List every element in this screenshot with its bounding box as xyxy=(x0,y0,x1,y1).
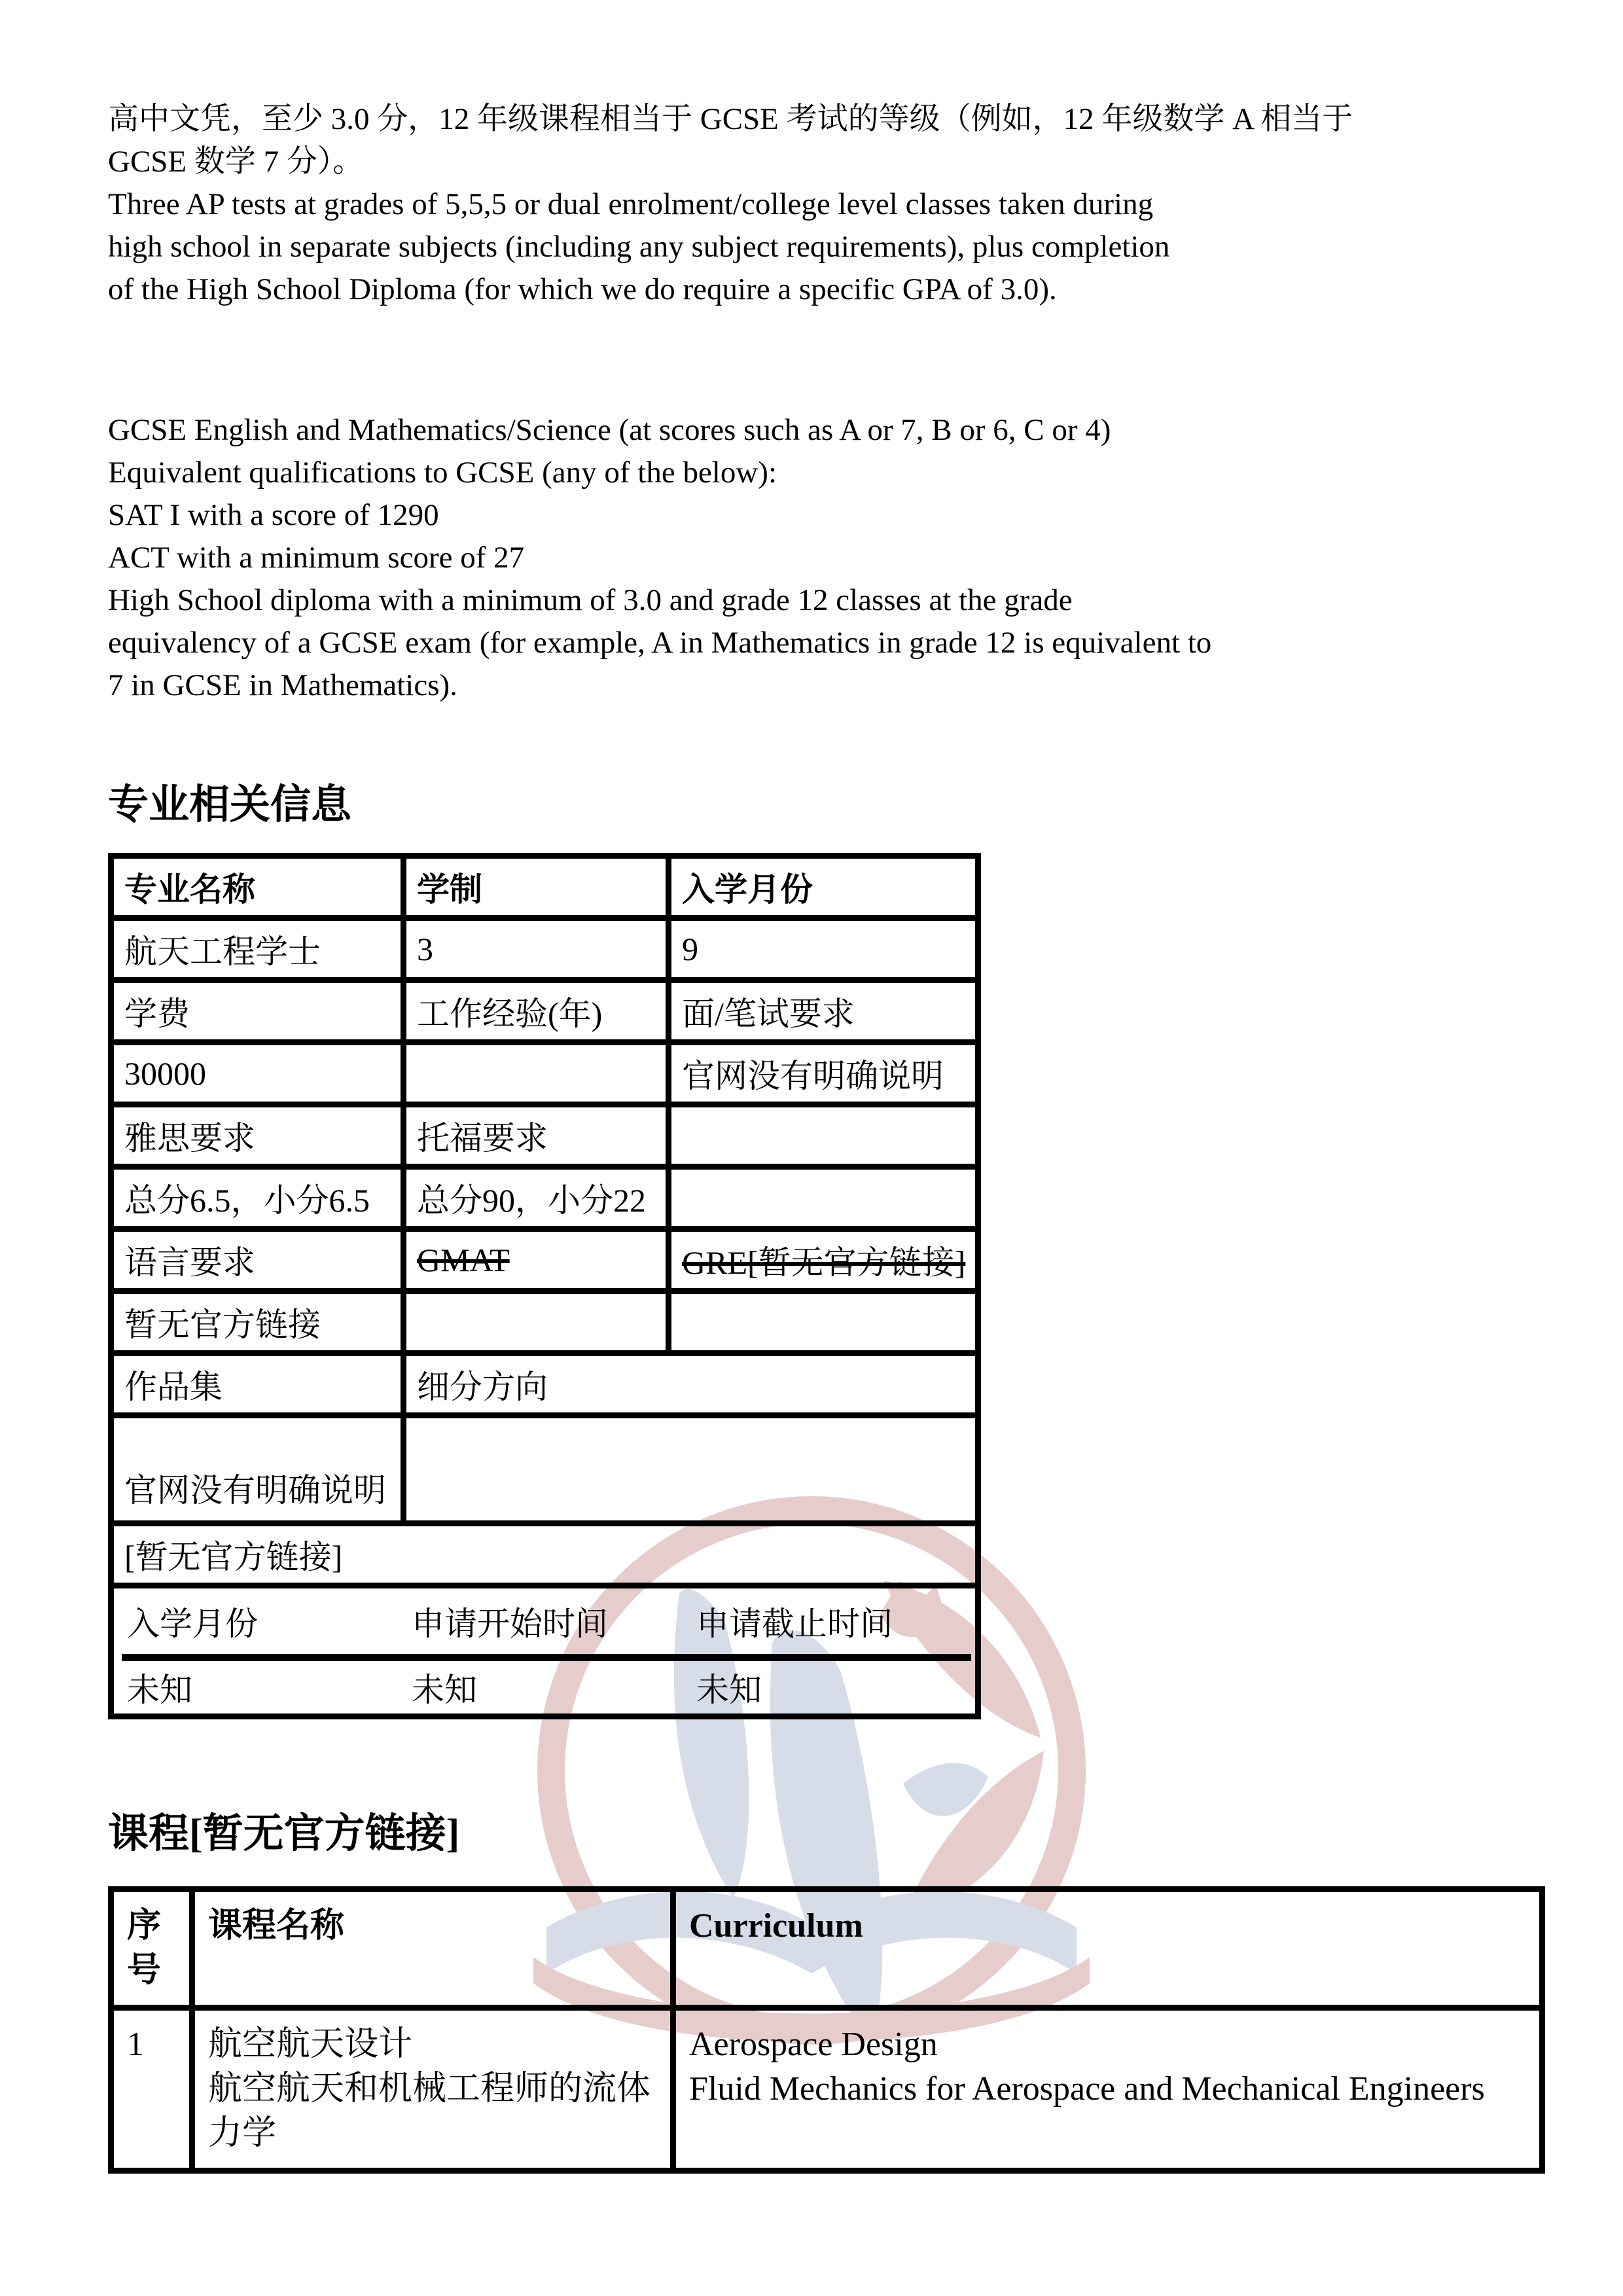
paragraph-line: High School diploma with a minimum of 3.0 and grade 12 classes at the grade xyxy=(108,583,1073,617)
cell-course-index-header: 序号 xyxy=(111,1890,192,2008)
cell-apply-deadline-label: 申请截止时间 xyxy=(696,1605,893,1642)
table-row xyxy=(111,1416,978,1524)
table-row xyxy=(111,1354,978,1416)
paragraph-line: GCSE 数学 7 分）。 xyxy=(108,145,364,179)
cell-ielts-label: 雅思要求 xyxy=(111,1105,404,1167)
major-info-table xyxy=(108,853,981,1719)
cell-specialization-label: 细分方向 xyxy=(404,1354,978,1416)
cell-apply-deadline-unknown: 未知 xyxy=(696,1672,762,1708)
cell-empty xyxy=(669,1291,978,1354)
cell-language-req-label: 语言要求 xyxy=(111,1229,404,1291)
cell-toefl-label: 托福要求 xyxy=(404,1105,669,1167)
cell-interview-exam-label: 面/笔试要求 xyxy=(669,980,978,1043)
cell-work-experience-label: 工作经验(年) xyxy=(404,980,669,1043)
course-name-en-line: Fluid Mechanics for Aerospace and Mechanical Engineers xyxy=(689,2070,1485,2108)
cell-duration-header: 学制 xyxy=(404,856,669,918)
cell-intake-month-value: 9 xyxy=(669,918,978,980)
cell-apply-start-label: 申请开始时间 xyxy=(412,1605,608,1642)
intro-paragraph-2 xyxy=(108,409,1515,707)
paragraph-line: ACT with a minimum score of 27 xyxy=(108,541,525,575)
cell-apply-start-unknown: 未知 xyxy=(412,1672,477,1708)
course-name-cn-line: 航空航天设计 xyxy=(208,2026,413,2063)
paragraph-line: Three AP tests at grades of 5,5,5 or dual enrolment/college level classes taken during xyxy=(108,187,1154,221)
cell-empty xyxy=(404,1291,669,1354)
table-row xyxy=(111,1229,978,1291)
table-row xyxy=(111,1524,978,1586)
paragraph-line: Equivalent qualifications to GCSE (any of the below): xyxy=(108,456,777,490)
cell-gre-strikethrough: GRE[暂无官方链接] xyxy=(669,1229,978,1291)
cell-portfolio-value: 官网没有明确说明 xyxy=(111,1416,404,1524)
cell-tuition-value: 30000 xyxy=(111,1043,404,1105)
paragraph-line: equivalency of a GCSE exam (for example, A in Mathematics in grade 12 is equivalent to xyxy=(108,626,1212,660)
table-row xyxy=(111,918,978,980)
cell-toefl-score: 总分90，小分22 xyxy=(404,1167,669,1229)
cell-empty xyxy=(404,1416,978,1524)
cell-intake-month-label: 入学月份 xyxy=(127,1605,258,1642)
table-row xyxy=(111,1043,978,1105)
paragraph-line: GCSE English and Mathematics/Science (at scores such as A or 7, B or 6, C or 4) xyxy=(108,413,1111,447)
cell-empty xyxy=(669,1105,978,1167)
course-name-en-line: Aerospace Design xyxy=(689,2026,938,2063)
cell-major-name-header: 专业名称 xyxy=(111,856,404,918)
table-row xyxy=(111,2008,1543,2171)
course-heading: 课程[暂无官方链接] xyxy=(108,1812,460,1856)
intro-paragraph-1 xyxy=(108,98,1515,311)
cell-work-experience-value xyxy=(404,1043,669,1105)
cell-interview-exam-value: 官网没有明确说明 xyxy=(669,1043,978,1105)
table-row xyxy=(111,980,978,1043)
cell-empty xyxy=(669,1167,978,1229)
cell-application-schedule xyxy=(111,1586,978,1717)
cell-tuition-label: 学费 xyxy=(111,980,404,1043)
cell-ielts-score: 总分6.5，小分6.5 xyxy=(111,1167,404,1229)
paragraph-line: SAT I with a score of 1290 xyxy=(108,498,439,532)
cell-gmat-strikethrough: GMAT xyxy=(404,1229,669,1291)
application-schedule-header-row xyxy=(114,1588,975,1654)
cell-course-name-en xyxy=(673,2008,1543,2171)
cell-course-name-cn xyxy=(192,2008,673,2171)
course-name-cn-line: 航空航天和机械工程师的流体力学 xyxy=(208,2070,651,2152)
table-row xyxy=(111,1167,978,1229)
cell-language-req-value: 暂无官方链接 xyxy=(111,1291,404,1354)
cell-portfolio-label: 作品集 xyxy=(111,1354,404,1416)
table-row xyxy=(111,1586,978,1717)
cell-duration-value: 3 xyxy=(404,918,669,980)
paragraph-line: 高中文凭，至少 3.0 分，12 年级课程相当于 GCSE 考试的等级（例如，12 年级数学 A 相当于 xyxy=(108,102,1353,136)
cell-intake-month-header: 入学月份 xyxy=(669,856,978,918)
cell-course-index: 1 xyxy=(111,2008,192,2171)
application-schedule-values-row xyxy=(114,1661,975,1713)
table-row xyxy=(111,1291,978,1354)
cell-major-name: 航天工程学士 xyxy=(111,918,404,980)
cell-no-official-link: [暂无官方链接] xyxy=(111,1524,978,1586)
paragraph-line: high school in separate subjects (including any subject requirements), plus completion xyxy=(108,230,1170,264)
course-table xyxy=(108,1886,1545,2174)
cell-curriculum-header: Curriculum xyxy=(673,1890,1543,2008)
cell-intake-month-unknown: 未知 xyxy=(127,1672,192,1708)
table-row xyxy=(111,1105,978,1167)
table-row xyxy=(111,856,978,918)
table-row xyxy=(111,1890,1543,2008)
cell-course-name-header: 课程名称 xyxy=(192,1890,673,2008)
paragraph-line: of the High School Diploma (for which we do require a specific GPA of 3.0). xyxy=(108,272,1057,306)
paragraph-line: 7 in GCSE in Mathematics). xyxy=(108,668,457,702)
major-info-heading: 专业相关信息 xyxy=(108,783,352,827)
divider xyxy=(122,1654,971,1661)
